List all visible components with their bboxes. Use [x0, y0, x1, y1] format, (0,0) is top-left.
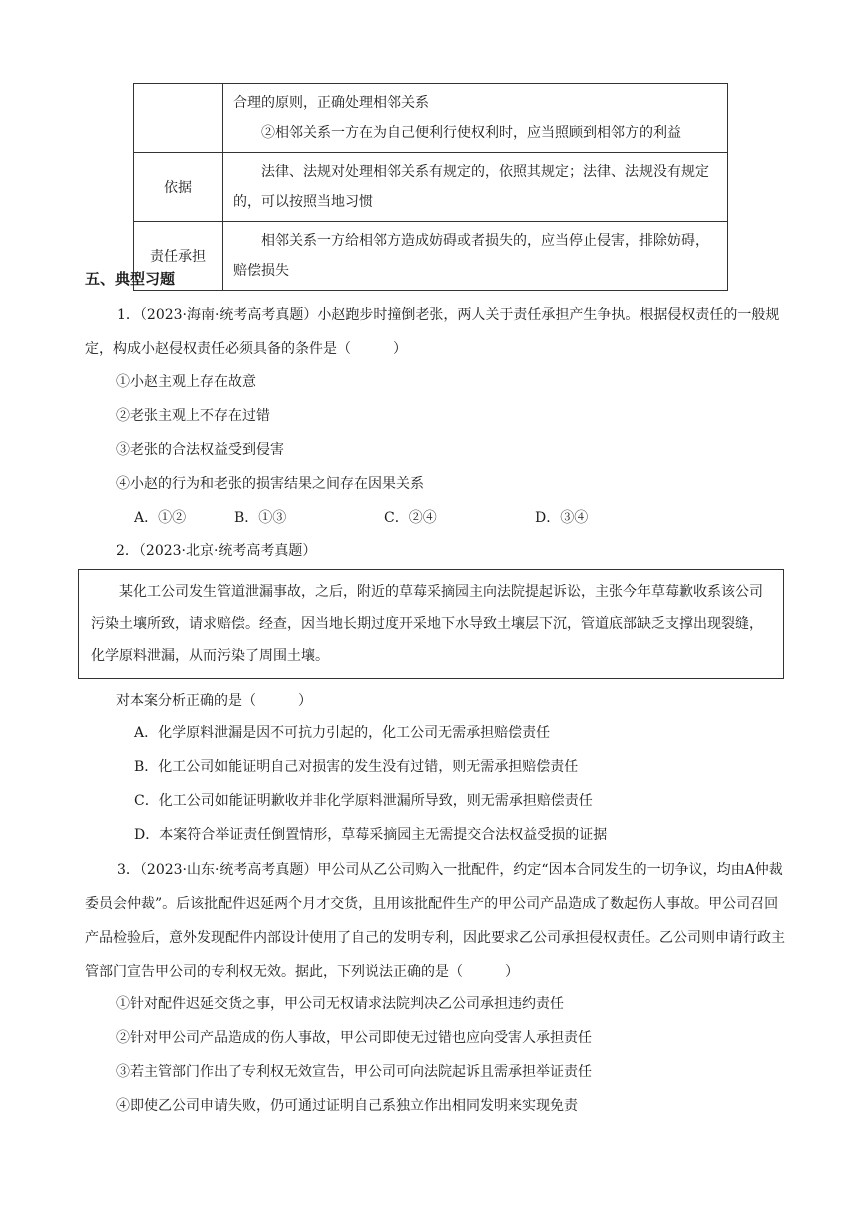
question-1-option-d: D．③④: [535, 510, 589, 526]
question-2-stem: 2．（2023·北京·统考高考真题）: [116, 543, 317, 559]
table-line: ②相邻关系一方在为自己便利行使权利时，应当照顾到相邻方的利益: [261, 125, 681, 141]
table-row-body: [223, 222, 728, 291]
question-3-item: ②针对甲公司产品造成的伤人事故，甲公司即使无过错也应向受害人承担责任: [116, 1030, 592, 1046]
question-2-option-c: C．化工公司如能证明歉收并非化学原料泄漏所导致，则无需承担赔偿责任: [134, 793, 593, 809]
question-2-option-b: B．化工公司如能证明自己对损害的发生没有过错，则无需承担赔偿责任: [134, 759, 579, 775]
question-1-item: ①小赵主观上存在故意: [116, 374, 256, 390]
section-title: 五、典型习题: [85, 270, 176, 288]
question-3-item: ④即使乙公司申请失败，仍可通过证明自己系独立作出相同发明来实现免责: [116, 1098, 578, 1114]
table-line: 合理的原则，正确处理相邻关系: [233, 95, 429, 111]
table-row: [134, 153, 728, 222]
question-3-stem: 3．（2023·山东·统考高考真题）甲公司从乙公司购入一批配件，约定“因本合同发生的一切争议，均由A仲裁委员会仲裁”。后该批配件迟延两个月才交货，且用该批配件生产的甲公司产品造成了数起伤人事故。甲公司召回产品检验后，意外发现配件内部设计使用了自己的发明专利，因此要求乙公司承担侵权责任。乙公司则申请行政主管部门宣告甲公司的专利权无效。据此，下列说法正确的是（ ）: [85, 862, 785, 980]
question-1-item: ④小赵的行为和老张的损害结果之间存在因果关系: [116, 476, 424, 492]
table-cell-text: 相邻关系一方给相邻方造成妨碍或者损失的，应当停止侵害，排除妨碍，赔偿损失: [233, 233, 709, 279]
table-row-head: 依据: [134, 153, 223, 222]
table-row-head: [134, 84, 223, 153]
question-2-case-box: 某化工公司发生管道泄漏事故，之后，附近的草莓采摘园主向法院提起诉讼，主张今年草莓歉收系该公司污染土壤所致，请求赔偿。经查，因当地长期过度开采地下水导致土壤层下沉，管道底部缺乏支撑出现裂缝，化学原料泄漏，从而污染了周围土壤。: [78, 569, 784, 679]
question-3-item: ③若主管部门作出了专利权无效宣告，甲公司可向法院起诉且需承担举证责任: [116, 1064, 592, 1080]
table-row-body: [223, 153, 728, 222]
question-1-item: ③老张的合法权益受到侵害: [116, 442, 284, 458]
question-1-item: ②老张主观上不存在过错: [116, 408, 270, 424]
question-3-item: ①针对配件迟延交货之事，甲公司无权请求法院判决乙公司承担违约责任: [116, 996, 564, 1012]
table-row: [134, 222, 728, 291]
table-row-body: [223, 84, 728, 153]
table-cell-text: 法律、法规对处理相邻关系有规定的，依照其规定；法律、法规没有规定的，可以按照当地习惯: [233, 164, 709, 210]
neighbor-relation-table: [133, 83, 728, 291]
question-1-option-c: C．②④: [384, 510, 437, 526]
question-2-prompt: 对本案分析正确的是（ ）: [116, 693, 312, 709]
question-1-option-b: B．①③: [234, 510, 287, 526]
question-2-option-a: A．化学原料泄漏是因不可抗力引起的，化工公司无需承担赔偿责任: [134, 725, 551, 741]
table-row-head: 责任承担: [134, 222, 223, 291]
question-1-stem: 1．（2023·海南·统考高考真题）小赵跑步时撞倒老张，两人关于责任承担产生争执。根据侵权责任的一般规定，构成小赵侵权责任必须具备的条件是（ ）: [85, 307, 780, 357]
table-row: [134, 84, 728, 153]
question-2-option-d: D．本案符合举证责任倒置情形，草莓采摘园主无需提交合法权益受损的证据: [134, 827, 608, 843]
question-1-option-a: A．①②: [134, 510, 187, 526]
